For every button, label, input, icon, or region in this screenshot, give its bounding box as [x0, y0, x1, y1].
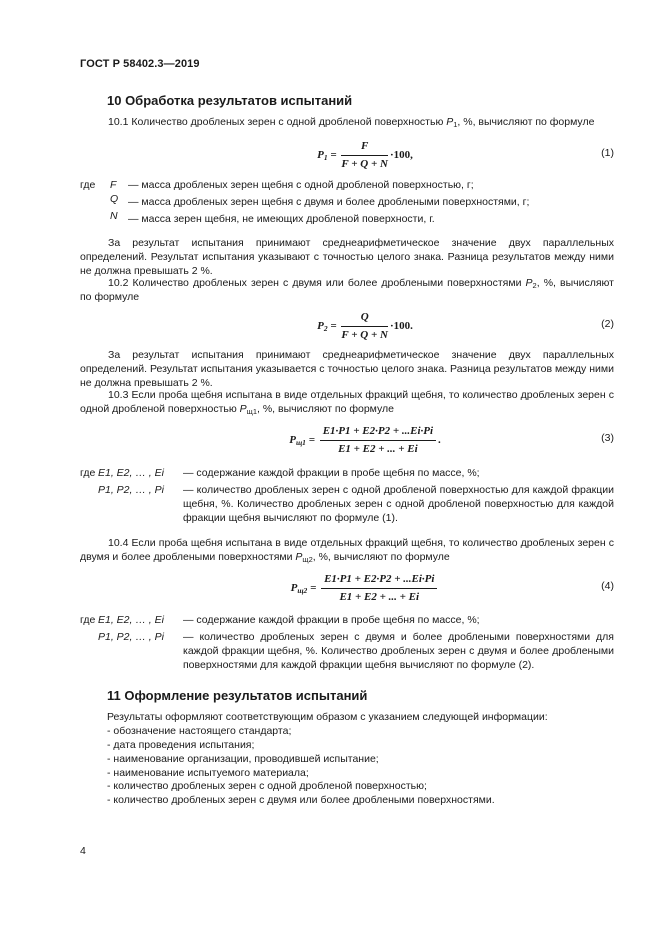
- list-item: - наименование организации, проводившей испытание;: [107, 752, 379, 765]
- paragraph-result-1: За результат испытания принимают среднеарифметическое значение двух параллельных определений. Результат испытания указывают с точностью целого знака. Разница результатов между ними не должна превышать 2 %.: [80, 237, 614, 277]
- list-item: - количество дробленых зерен с двумя или более дроблеными поверхностями.: [107, 794, 495, 807]
- page-number: 4: [80, 845, 86, 857]
- section-10-title: 10 Обработка результатов испытаний: [107, 93, 353, 108]
- list-item: - количество дробленых зерен с одной дробленой поверхностью;: [107, 780, 427, 793]
- formula-2-number: (2): [601, 318, 614, 330]
- paragraph-result-2: За результат испытания принимают среднеарифметическое значение двух параллельных определений. Результат испытания указывается с точностью целого знака. Разница результатов между ними не должна превышать 2 %.: [80, 349, 614, 389]
- section-11-title: 11 Оформление результатов испытаний: [107, 688, 368, 703]
- formula-3: $P_{щ1}$ = $\frac{E1\cdot P1 + E2\cdot P2 + ...Ei\cdot Pi}{E1 + E2 + ... + Ei}$ .: [289, 425, 441, 455]
- document-header: ГОСТ Р 58402.3—2019: [80, 58, 200, 70]
- formula-3-number: (3): [601, 432, 614, 444]
- formula-1: $P_1$ = $\frac{F}{F + Q + N}$ ·100,: [317, 140, 413, 170]
- formula-4: $P_{щ2}$ = $\frac{E1\cdot P1 + E2\cdot P2 + ...Ei\cdot Pi}{E1 + E2 + ... + Ei}$: [200, 572, 530, 604]
- paragraph-10-3: 10.3 Если проба щебня испытана в виде отдельных фракций щебня, то количество дробленых зерен с одной дробленой поверхностью $P_{щ1}$, %, вычисляют по формуле: [80, 389, 614, 416]
- formula-1-number: (1): [601, 147, 614, 159]
- formula-2: $P_2$ = $\frac{Q}{F + Q + N}$ ·100.: [317, 311, 413, 341]
- list-item: - обозначение настоящего стандарта;: [107, 725, 292, 737]
- where-list-4: где E1, E2, … , Ei — содержание каждой фракции в пробе щебня по массе, %; P1, P2, … , Pi — количество дробленых зерен с двумя и более дроблеными поверхностями для каждой фракции щебня, %. Количество дробленых зерен с двумя и более дроблеными поверхностями для каждой фракции щебня вычисляют по формуле (2).: [80, 614, 614, 671]
- paragraph-10-1: 10.1 Количество дробленых зерен с одной дробленой поверхностью $P_1$, %, вычисляют по формуле: [108, 116, 595, 129]
- list-item: - наименование испытуемого материала;: [107, 766, 309, 779]
- section-11-intro: Результаты оформляют соответствующим образом с указанием следующей информации:: [107, 711, 548, 723]
- where-list-3: где E1, E2, … , Ei — содержание каждой фракции в пробе щебня по массе, %; P1, P2, … , Pi — количество дробленых зерен с одной дробленой поверхностью для каждой фракции щебня, %. Количество дробленых зерен с одной дробленой поверхностью для каждой фракции щебня вычисляют по формуле (1).: [80, 467, 614, 524]
- list-item: - дата проведения испытания;: [107, 738, 255, 751]
- formula-4-number: (4): [601, 580, 614, 592]
- paragraph-10-2: 10.2 Количество дробленых зерен с двумя или более дроблеными поверхностями $P_2$, %, вычисляют по формуле: [80, 277, 614, 303]
- paragraph-10-4: 10.4 Если проба щебня испытана в виде отдельных фракций щебня, то количество дробленых зерен с двумя и более дроблеными поверхностями $P_{щ2}$, %, вычисляют по формуле: [80, 537, 614, 564]
- where-list-1: где F — масса дробленых зерен щебня с одной дробленой поверхностью, г; Q — масса дробленых зерен щебня с двумя и более дроблеными поверхностями, г; N — масса зерен щебня, не имеющих дробленой поверхности, г.: [80, 179, 530, 225]
- info-list: [107, 725, 495, 808]
